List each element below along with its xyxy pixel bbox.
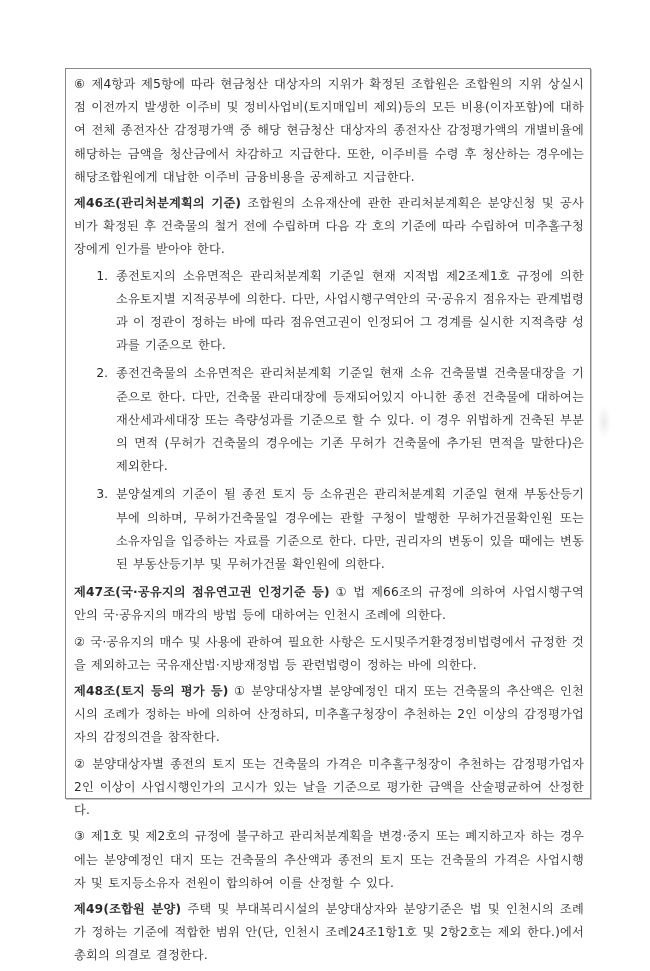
article-48-clause-1 bbox=[74, 680, 584, 750]
paragraph-text: ① 법 제66조의 규정에 의하여 사업시행구역안의 국·공유지의 매각의 방법 등에 대하여는 인천시 조례에 의한다. bbox=[74, 585, 584, 623]
paragraph-text: ⑥ 제4항과 제5항에 따라 현금청산 대상자의 지위가 확정된 조합원은 조합원의 지위 상실시점 이전까지 발생한 이주비 및 정비사업비(토지매입비 제외)등의 모든 비용(이자포함)에 대하여 전체 종전자산 감정평가액 중 해당 현금청산 대상자의 종전자산 감정평가액의 개별비율에 해당하는 금액을 청산금에서 차감하고 지급한다. 또한, 이주비를 수령 후 청산하는 경우에는 해당조합원에게 대납한 이주비 금융비용을 공제하고 지급한다. bbox=[74, 77, 584, 184]
item-text: 종전건축물의 소유면적은 관리처분계획 기준일 현재 소유 건축물별 건축물대장을 기준으로 한다. 다만, 건축물 관리대장에 등재되어있지 아니한 종전 건축물에 대하여는 재산세과세대장 또는 측량성과를 기준으로 할 수 있다. 이 경우 위법하게 건축된 부분의 면적 (무허가 건축물의 경우에는 기존 무허가 건축물에 추가된 면적을 말한다)은 제외한다. bbox=[116, 366, 584, 474]
article-heading: 제49(조합원 분양) bbox=[74, 901, 182, 916]
article-heading: 제48조(토지 등의 평가 등) bbox=[74, 684, 229, 699]
list-item bbox=[74, 483, 584, 576]
article-47-clause-1 bbox=[74, 581, 584, 627]
article-48-clause-2 bbox=[74, 753, 584, 823]
item-number: 3. bbox=[96, 487, 108, 502]
paragraph-art45-6 bbox=[74, 73, 584, 189]
document-content bbox=[74, 73, 584, 971]
article-heading: 제46조(관리처분계획의 기준) bbox=[74, 196, 242, 211]
paragraph-text: ② 국·공유지의 매수 및 사용에 관하여 필요한 사항은 도시및주거환경정비법령에서 규정한 것을 제외하고는 국유재산법·지방재정법 등 관련법령이 정하는 바에 의한다. bbox=[74, 634, 584, 672]
article-46-items bbox=[74, 265, 584, 577]
paragraph-text: ① 분양대상자별 분양예정인 대지 또는 건축물의 추산액은 인천시의 조례가 정하는 바에 의하여 산정하되, 미추홀구청장이 추천하는 2인 이상의 감정평가업자의 감정의견을 참작한다. bbox=[74, 684, 584, 745]
item-number: 2. bbox=[96, 366, 108, 381]
paragraph-text: 주택 및 부대복리시설의 분양대상자와 분양기준은 법 및 인천시의 조례가 정하는 기준에 적합한 범위 안(단, 인천시 조례24조1항1호 및 2항2호는 제외 한다.)에서 총회의 의결로 결정한다. bbox=[74, 901, 584, 963]
list-item bbox=[74, 362, 584, 478]
article-46 bbox=[74, 192, 584, 262]
scan-smudge bbox=[597, 405, 611, 439]
paragraph-text: ② 분양대상자별 종전의 토지 또는 건축물의 가격은 미추홀구청장이 추천하는 감정평가업자 2인 이상이 사업시행인가의 고시가 있는 날을 기준으로 평가한 금액을 산술평균하여 산정한다. bbox=[74, 756, 584, 818]
article-49 bbox=[74, 898, 584, 968]
document-text-box bbox=[65, 68, 591, 963]
list-item bbox=[74, 265, 584, 358]
paragraph-text: ③ 제1호 및 제2호의 규정에 불구하고 관리처분계획을 변경·중지 또는 폐지하고자 하는 경우에는 분양예정인 대지 또는 건축물의 추산액과 종전의 토지 또는 건축물의 가격은 사업시행자 및 토지등소유자 전원이 합의하여 이를 산정할 수 있다. bbox=[74, 829, 584, 890]
item-number: 1. bbox=[96, 268, 108, 283]
item-text: 분양설계의 기준이 될 종전 토지 등 소유권은 관리처분계획 기준일 현재 부동산등기부에 의하며, 무허가건축물일 경우에는 관할 구청이 발행한 무허가건물확인원 또는 소유자임을 입증하는 자료를 기준으로 한다. 다만, 권리자의 변동이 있을 때에는 변동된 부동산등기부 및 무허가건물 확인원에 의한다. bbox=[116, 487, 584, 572]
item-text: 종전토지의 소유면적은 관리처분계획 기준일 현재 지적법 제2조제1호 규정에 의한 소유토지별 지적공부에 의한다. 다만, 사업시행구역안의 국·공유지 점유자는 관계법령과 이 정관이 정하는 바에 따라 점유연고권이 인정되어 그 경계를 실시한 지적측량 성과를 기준으로 한다. bbox=[116, 268, 584, 353]
article-48-clause-3 bbox=[74, 825, 584, 895]
article-heading: 제47조(국·공유지의 점유연고권 인정기준 등) bbox=[74, 585, 330, 600]
article-47-clause-2 bbox=[74, 631, 584, 677]
paragraph-text: 조합원의 소유재산에 관한 관리처분계획은 분양신청 및 공사비가 확정된 후 건축물의 철거 전에 수립하며 다음 각 호의 기준에 따라 수립하여 미추홀구청장에게 인가를 받아야 한다. bbox=[74, 196, 584, 257]
